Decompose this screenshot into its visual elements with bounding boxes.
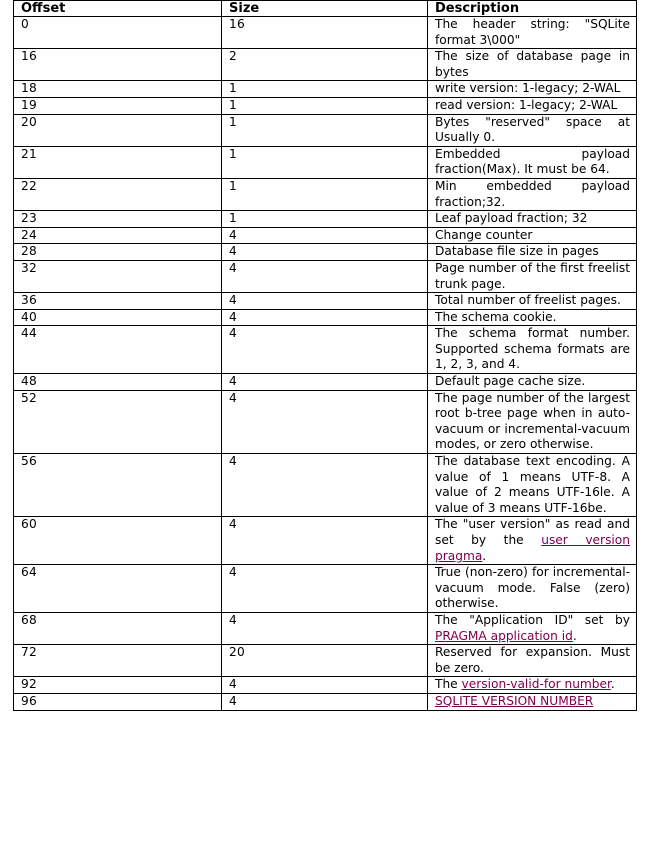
description-cell [428,211,637,228]
description-cell [428,565,637,613]
table-row [14,677,637,694]
table-row [14,178,637,210]
offset-cell: 28 [14,244,222,261]
size-cell: 4 [222,244,428,261]
description-text: read version: 1-legacy; 2-WAL [435,97,618,112]
description-text: The "Application ID" set by [435,612,630,627]
description-cell [428,244,637,261]
description-text: Page number of the first freelist trunk page. [435,260,630,291]
description-text: True (non-zero) for incremental-vacuum mode. False (zero) otherwise. [435,565,630,611]
description-text: The schema cookie. [435,309,557,324]
table-row [14,309,637,326]
description-link[interactable]: PRAGMA application id [435,628,573,643]
size-cell: 4 [222,565,428,613]
description-cell [428,309,637,326]
table-row [14,244,637,261]
size-cell: 4 [222,260,428,292]
size-cell: 20 [222,645,428,677]
description-text: Embedded payload fraction(Max). It must be 64. [435,146,630,177]
offset-cell: 72 [14,645,222,677]
description-cell [428,645,637,677]
offset-cell: 20 [14,114,222,146]
sqlite-header-table [13,0,637,711]
description-cell [428,114,637,146]
table-row [14,612,637,644]
table-row [14,260,637,292]
size-column-header: Size [222,1,428,17]
offset-cell: 23 [14,211,222,228]
size-cell: 4 [222,309,428,326]
size-cell: 4 [222,612,428,644]
offset-cell: 0 [14,17,222,49]
size-cell: 2 [222,49,428,81]
offset-cell: 44 [14,326,222,374]
description-cell [428,49,637,81]
offset-cell: 56 [14,454,222,517]
description-cell [428,677,637,694]
description-text: Bytes "reserved" space at Usually 0. [435,114,630,145]
size-cell: 1 [222,146,428,178]
size-cell: 1 [222,114,428,146]
description-column-header: Description [428,1,637,17]
offset-cell: 36 [14,293,222,310]
description-cell [428,693,637,710]
table-header-row [14,1,637,17]
description-text: The schema format number. Supported schema formats are 1, 2, 3, and 4. [435,326,630,372]
size-cell: 4 [222,517,428,565]
description-cell [428,260,637,292]
offset-cell: 96 [14,693,222,710]
offset-cell: 18 [14,81,222,98]
description-text: Min embedded payload fraction;32. [435,178,630,209]
description-link[interactable]: user version pragma [435,533,630,563]
offset-cell: 19 [14,97,222,114]
offset-cell: 16 [14,49,222,81]
offset-column-header: Offset [14,1,222,17]
size-cell: 16 [222,17,428,49]
table-row [14,81,637,98]
description-cell [428,326,637,374]
description-cell [428,227,637,244]
size-cell: 4 [222,677,428,694]
description-cell [428,374,637,391]
table-row [14,146,637,178]
description-cell [428,17,637,49]
size-cell: 4 [222,693,428,710]
description-cell [428,293,637,310]
table-row [14,565,637,613]
table-row [14,97,637,114]
size-cell: 1 [222,178,428,210]
table-row [14,114,637,146]
size-cell: 1 [222,81,428,98]
description-text-after: . [572,628,577,643]
description-cell [428,390,637,453]
table-row [14,645,637,677]
offset-cell: 68 [14,612,222,644]
offset-cell: 21 [14,146,222,178]
offset-cell: 22 [14,178,222,210]
table-row [14,693,637,710]
description-text: Reserved for expansion. Must be zero. [435,645,630,675]
document-page [13,0,637,711]
table-row [14,293,637,310]
description-cell [428,178,637,210]
description-text: The header string: "SQLite format 3\000" [435,17,630,47]
description-text: The database text encoding. A value of 1 means UTF-8. A value of 2 means UTF-16le. A value of 3 means UTF-16be. [435,454,630,515]
description-link[interactable]: SQLITE VERSION NUMBER [435,693,594,708]
table-row [14,374,637,391]
offset-cell: 40 [14,309,222,326]
size-cell: 4 [222,374,428,391]
offset-cell: 48 [14,374,222,391]
description-cell [428,612,637,644]
description-text: The page number of the largest root b-tree page when in auto-vacuum or incremental-vacuum modes, or zero otherwise. [435,390,630,452]
table-row [14,49,637,81]
size-cell: 4 [222,454,428,517]
table-body [14,17,637,711]
description-text: Change counter [435,227,533,242]
size-cell: 1 [222,97,428,114]
size-cell: 4 [222,390,428,453]
table-row [14,326,637,374]
description-text: Default page cache size. [435,374,586,389]
size-cell: 4 [222,326,428,374]
table-row [14,517,637,565]
size-cell: 4 [222,293,428,310]
size-cell: 1 [222,211,428,228]
table-row [14,454,637,517]
offset-cell: 32 [14,260,222,292]
description-cell [428,517,637,565]
description-text-after: . [482,548,487,563]
description-cell [428,97,637,114]
size-cell: 4 [222,227,428,244]
description-text: The size of database page in bytes [435,49,630,79]
offset-cell: 60 [14,517,222,565]
description-text-after: . [610,677,615,692]
description-text: Leaf payload fraction; 32 [435,211,588,226]
offset-cell: 24 [14,227,222,244]
description-cell [428,146,637,178]
description-text: Total number of freelist pages. [435,293,621,308]
description-cell [428,454,637,517]
table-row [14,17,637,49]
offset-cell: 64 [14,565,222,613]
description-text: Database file size in pages [435,244,599,259]
description-cell [428,81,637,98]
offset-cell: 92 [14,677,222,694]
description-text: The "user version" as read and set by the [435,517,630,547]
table-row [14,390,637,453]
description-text: The [435,677,462,692]
offset-cell: 52 [14,390,222,453]
table-row [14,211,637,228]
description-text: write version: 1-legacy; 2-WAL [435,81,621,96]
table-row [14,227,637,244]
description-link[interactable]: version-valid-for number [461,677,611,692]
